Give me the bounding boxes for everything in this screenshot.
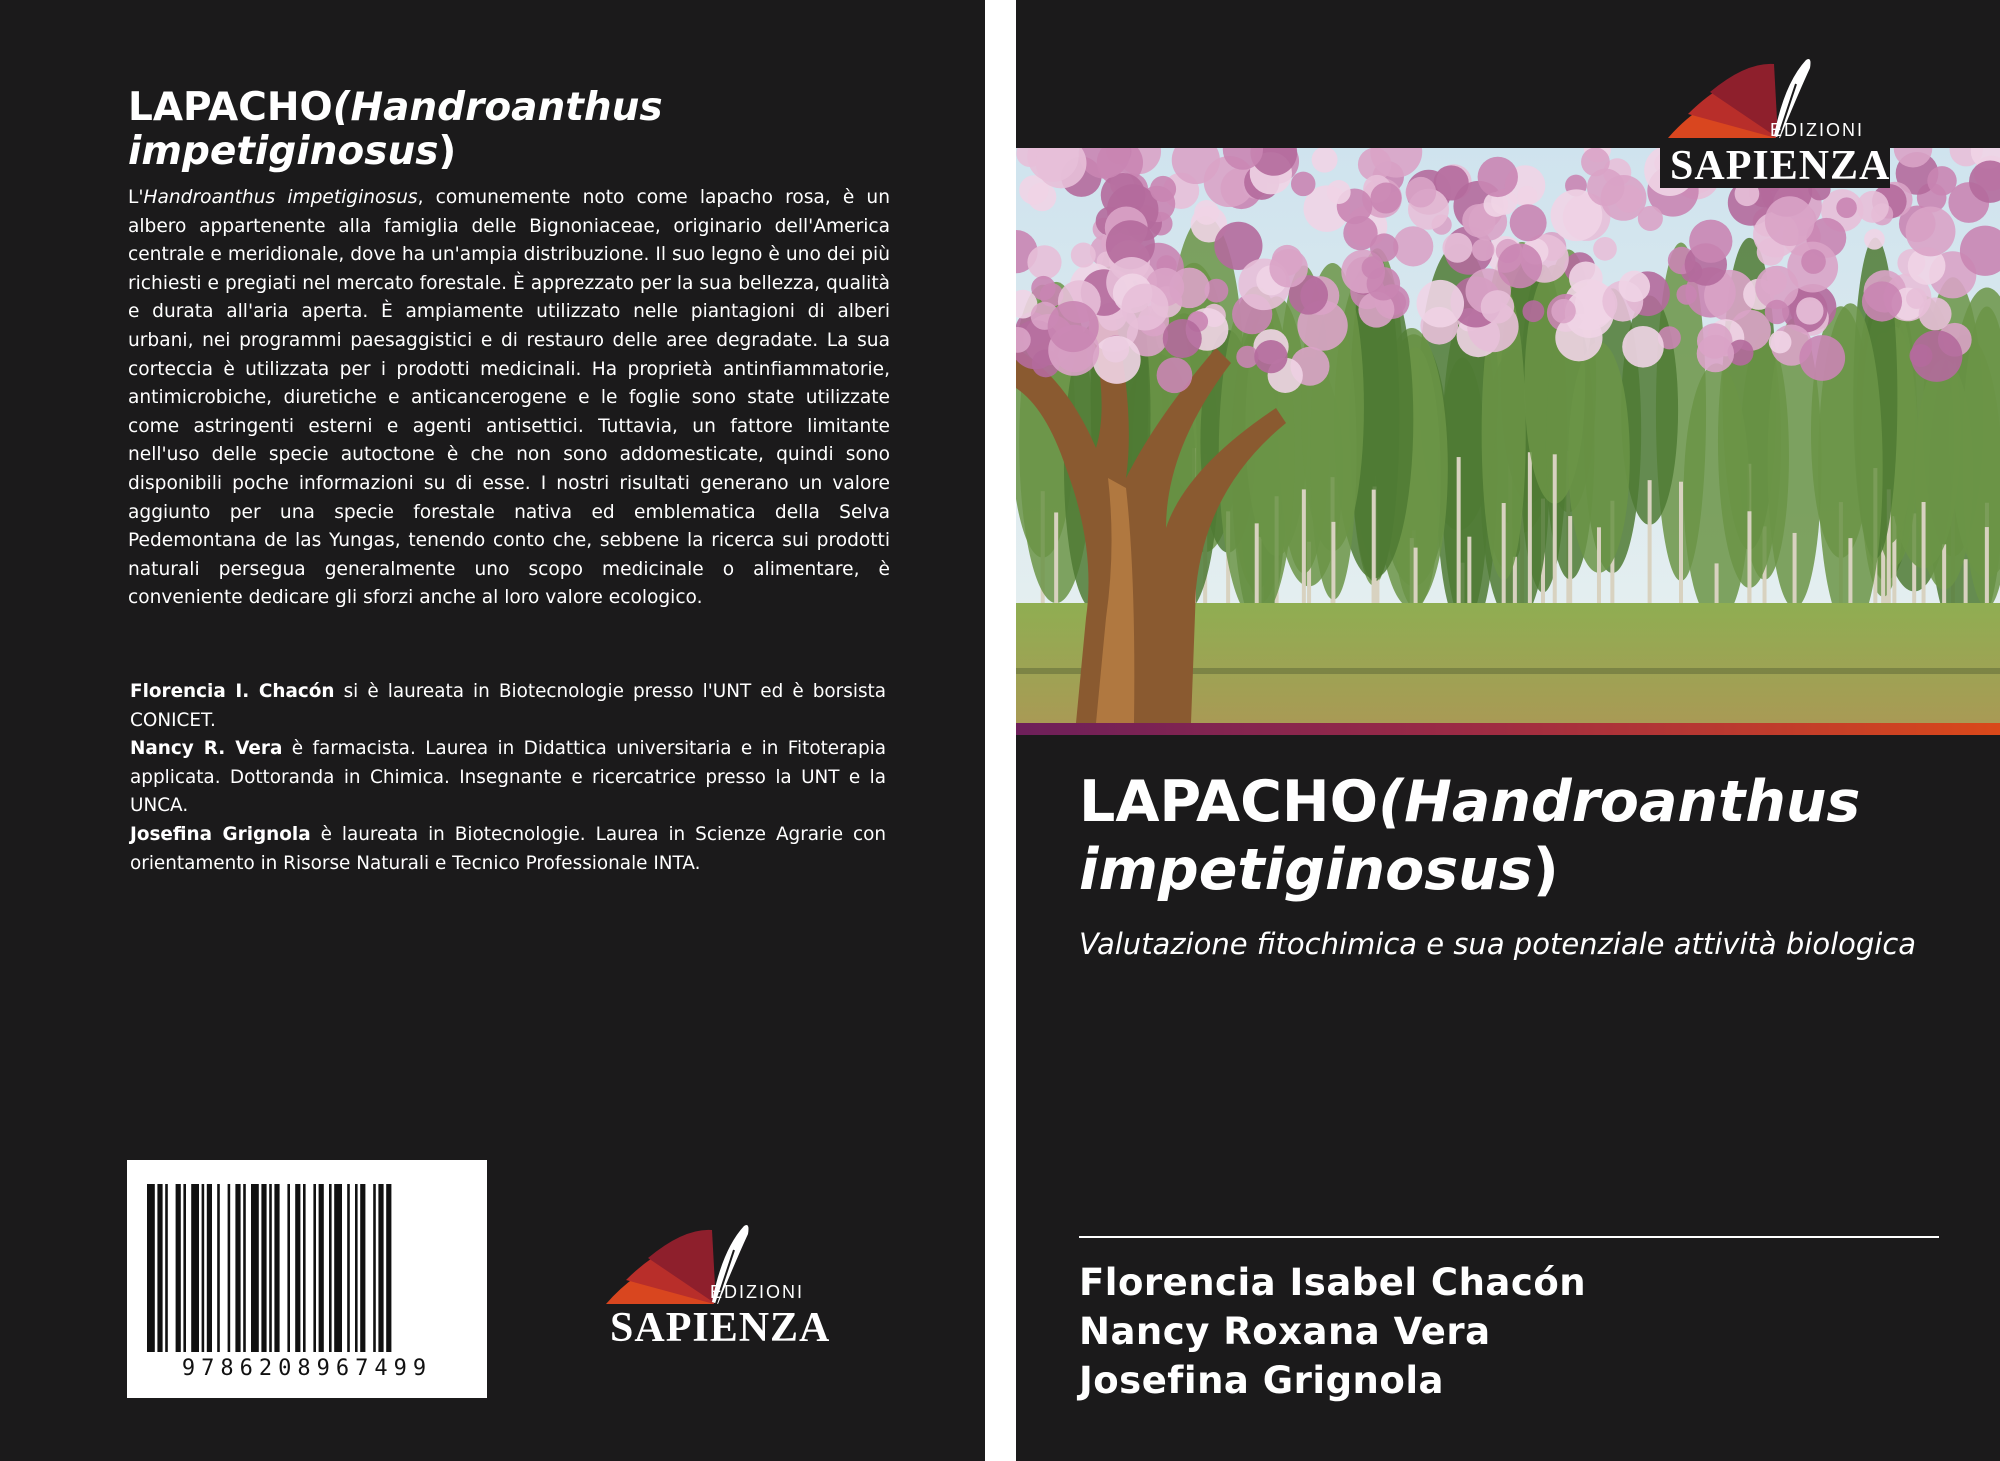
barcode-icon [147,1184,467,1352]
bio-grignola [130,821,886,878]
bio-text: è farmacista. Laurea in Didattica universitaria e in Fitoterapia applicata. Dottoranda in Chimica. Insegnante e ricercatrice presso la UNT e la UNCA. [130,738,886,817]
description-text: , comunemente noto come lapacho rosa, è un albero appartenente alla famiglia delle Bignoniaceae, originario dell'America centrale e meridionale, dove ha un'ampia distribuzione. Il suo legno è uno dei più richiesti e pregiati nel mercato forestale. È apprezzato per la sua bellezza, qualità e durata all'aria aperta. È ampiamente utilizzato nelle piantagioni di alberi urbani, nei programmi paesaggistici e di restauro delle aree degradate. La sua corteccia è utilizzata per i prodotti medicinali. Ha proprietà antinfiammatorie, antimicrobiche, diuretiche e anticancerogene e le foglie sono state utilizzate come astringenti esterni e agenti antisettici. Tuttavia, un fattore limitante nell'uso delle specie autoctone è che non sono addomesticate, quindi sono disponibili poche informazioni su di esse. I nostri risultati generano un valore aggiunto per una specie forestale nativa ed emblematica della Selva Pedemontana de las Yungas, tenendo conto che, sebbene la ricerca sui prodotti naturali persegua generalmente uno scopo medicinale o alimentare, è conveniente dedicare gli sforzi anche al loro valore ecologico. [128,187,890,609]
description-species: Handroanthus impetiginosus [143,187,418,208]
bio-text: è laureata in Biotecnologie. Laurea in Scienze Agrarie con orientamento in Risorse Naturali e Tecnico Professionale INTA. [130,823,886,874]
author-divider [1079,1236,1939,1238]
publisher-logo-back [604,1220,831,1360]
back-cover [0,0,985,1461]
front-title-italic: (Handroanthus impetiginosus [1079,769,1861,903]
logo-edizioni: EDIZIONI [710,1282,805,1302]
logo-sapienza: SAPIENZA [1670,143,1891,189]
logo-sapienza: SAPIENZA [610,1305,831,1351]
front-subtitle: Valutazione fitochimica e sua potenziale attività biologica [1079,927,1917,961]
front-title-main: LAPACHO [1079,769,1379,835]
publisher-logo-front [1660,54,1890,188]
author-3: Josefina Grignola [1079,1359,1444,1402]
bio-vera [130,735,886,821]
logo-edizioni: EDIZIONI [1770,120,1865,140]
description-prefix: L' [128,187,144,208]
back-title-main: LAPACHO [128,85,333,130]
back-title [128,86,888,174]
bio-name: Nancy R. Vera [130,738,283,760]
isbn-barcode [127,1160,487,1398]
back-description [128,184,890,613]
barcode-number: 9786208967499 [181,1356,433,1381]
back-title-close: ) [438,129,457,174]
author-bios [130,678,886,878]
lapacho-tree-photo [1016,148,2000,723]
bio-chacon [130,678,886,735]
bio-name: Florencia I. Chacón [130,681,335,702]
bio-name: Josefina Grignola [130,823,311,845]
front-authors [1079,1258,1586,1405]
back-title-italic: (Handroanthus impetiginosus [128,85,663,174]
author-1: Florencia Isabel Chacón [1079,1261,1587,1304]
bio-text: si è laureata in Biotecnologie presso l'UNT ed è borsista CONICET. [130,681,886,731]
author-2: Nancy Roxana Vera [1079,1310,1491,1353]
front-title-close: ) [1532,837,1559,903]
color-stripe [1016,723,2000,735]
front-title [1079,768,1959,904]
